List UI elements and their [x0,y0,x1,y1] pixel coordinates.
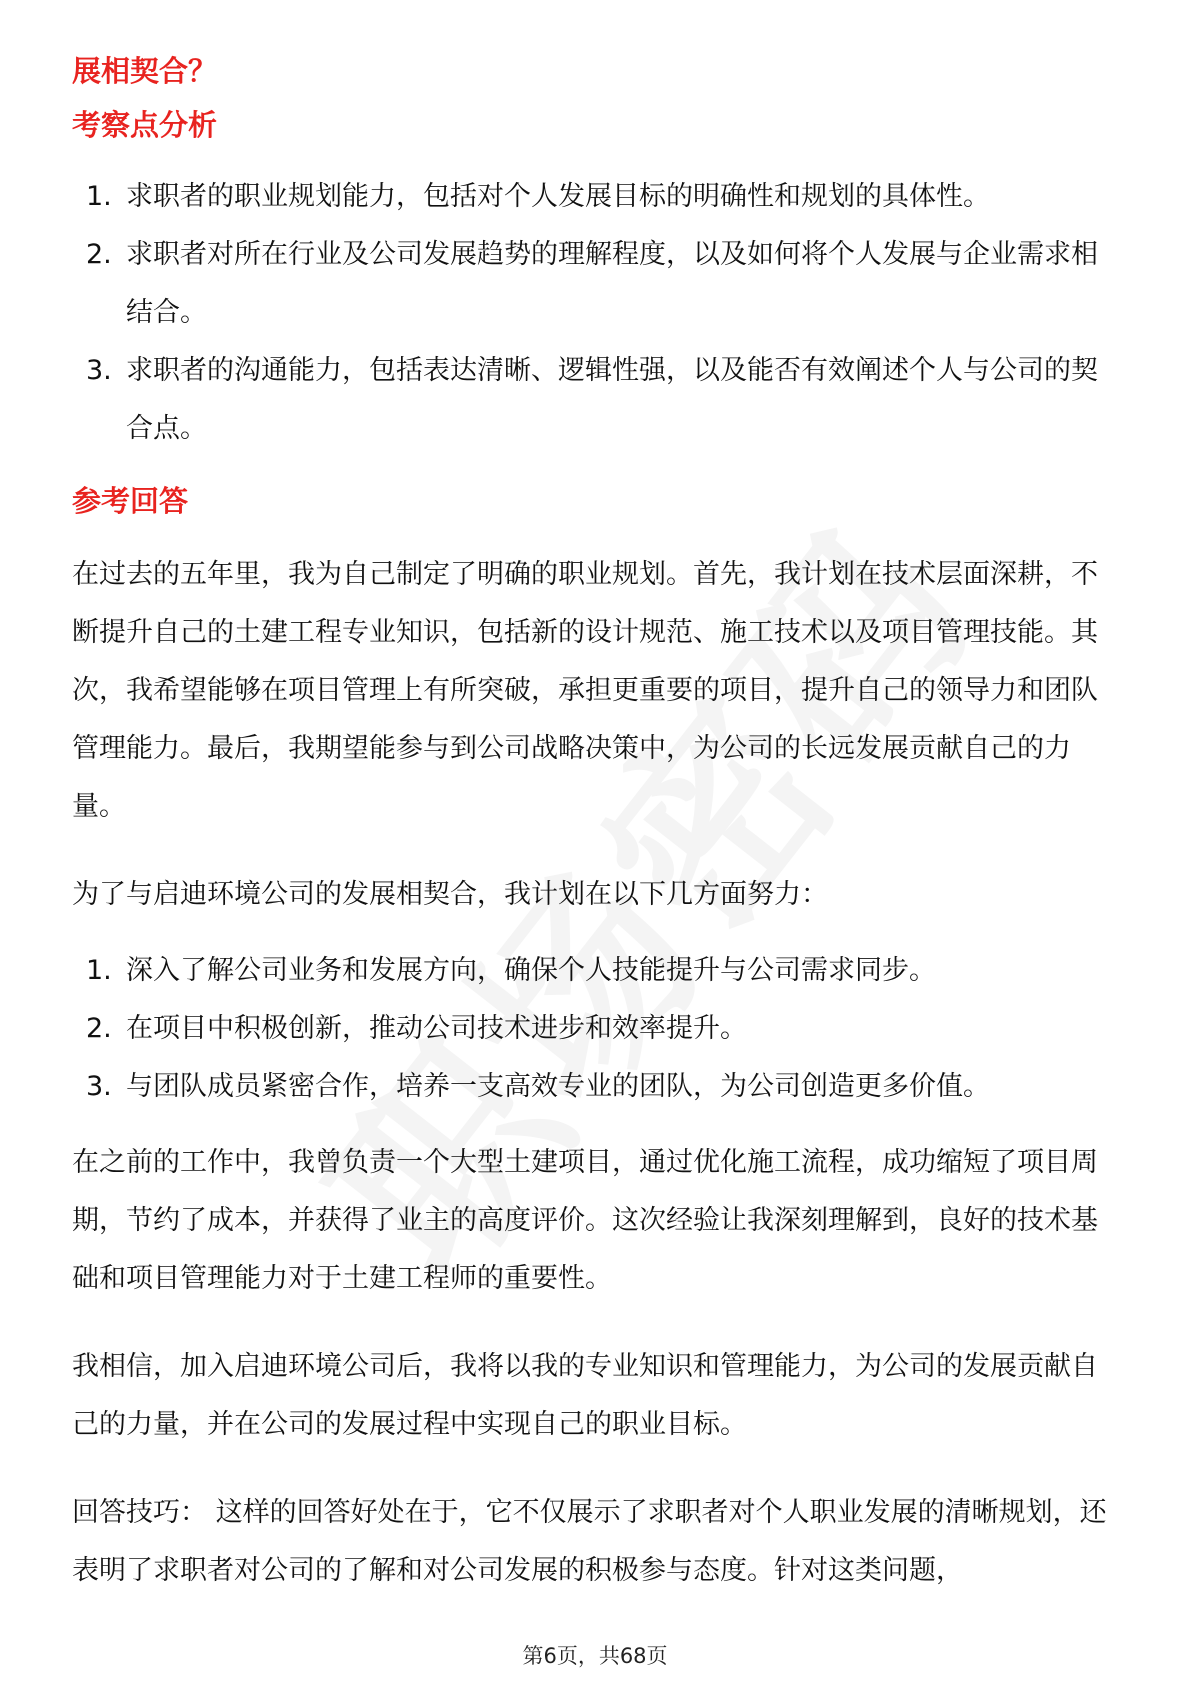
list-text: 求职者的职业规划能力，包括对个人发展目标的明确性和规划的具体性。 [126,181,990,212]
list-number: 3. [86,355,112,386]
analysis-heading: 考察点分析 [72,108,218,142]
answer-paragraph: 为了与启迪环境公司的发展相契合，我计划在以下几方面努力： [72,879,828,910]
list-text: 在项目中积极创新，推动公司技术进步和效率提升。 [126,1013,747,1044]
list-text: 求职者的沟通能力，包括表达清晰、逻辑性强，以及能否有效阐述个人与公司的契合点。 [126,355,1098,444]
page-content [72,46,1117,1600]
list-item [72,342,1117,458]
list-text: 深入了解公司业务和发展方向，确保个人技能提升与公司需求同步。 [126,955,936,986]
list-item [72,168,1117,226]
list-number: 1. [86,181,112,212]
list-item [72,942,1117,1000]
answer-paragraph: 我相信，加入启迪环境公司后，我将以我的专业知识和管理能力，为公司的发展贡献自己的力量，并在公司的发展过程中实现自己的职业目标。 [72,1351,1098,1440]
list-item [72,1000,1117,1058]
list-number: 1. [86,955,112,986]
answer-paragraph: 在过去的五年里，我为自己制定了明确的职业规划。首先，我计划在技术层面深耕，不断提升自己的土建工程专业知识，包括新的设计规范、施工技术以及项目管理技能。其次，我希望能够在项目管理上有所突破，承担更重要的项目，提升自己的领导力和团队管理能力。最后，我期望能参与到公司战略决策中，为公司的长远发展贡献自己的力量。 [72,559,1098,822]
answer-tip: 回答技巧： 这样的回答好处在于，它不仅展示了求职者对个人职业发展的清晰规划，还表明了求职者对公司的了解和对公司发展的积极参与态度。针对这类问题， [72,1497,1107,1586]
effort-list [72,942,1117,1116]
page-number: 第6页，共68页 [522,1644,668,1668]
question-heading-tail: 展相契合？ [72,54,218,88]
answer-heading: 参考回答 [72,484,189,518]
list-number: 2. [86,239,112,270]
list-item [72,226,1117,342]
list-number: 2. [86,1013,112,1044]
analysis-list [72,168,1117,458]
list-text: 求职者对所在行业及公司发展趋势的理解程度，以及如何将个人发展与企业需求相结合。 [126,239,1098,328]
list-item [72,1058,1117,1116]
list-text: 与团队成员紧密合作，培养一支高效专业的团队，为公司创造更多价值。 [126,1071,990,1102]
list-number: 3. [86,1071,112,1102]
answer-paragraph: 在之前的工作中，我曾负责一个大型土建项目，通过优化施工流程，成功缩短了项目周期，节约了成本，并获得了业主的高度评价。这次经验让我深刻理解到，良好的技术基础和项目管理能力对于土建工程师的重要性。 [72,1147,1098,1294]
